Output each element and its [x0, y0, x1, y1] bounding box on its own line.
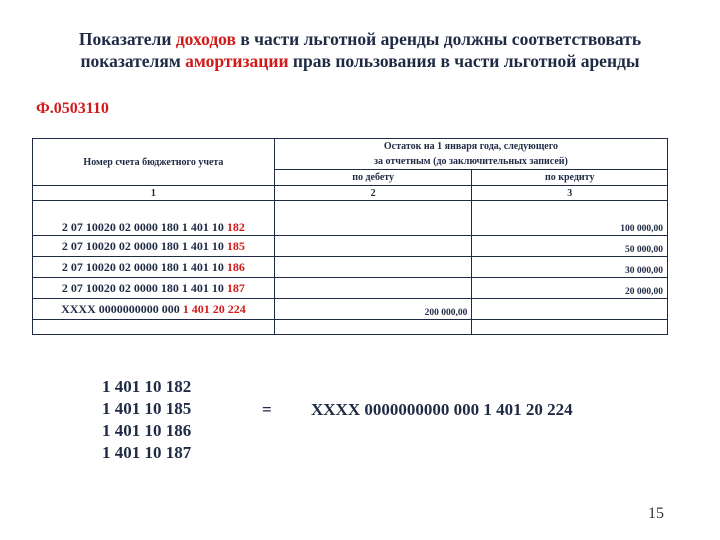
result-account: XXXX 0000000000 000 1 401 20 224 [311, 400, 573, 419]
account-number: XXXX 0000000000 000 1 401 20 224 [33, 299, 275, 320]
column-number: 2 [274, 186, 472, 201]
account-number: 2 07 10020 02 0000 180 1 401 10 185 [33, 236, 275, 257]
equals-sign: = [262, 400, 272, 419]
account-list-item: 1 401 10 185 [102, 399, 192, 418]
header-row [33, 139, 668, 170]
title-line-2: показателям амортизации прав пользования в части льготной аренды [80, 51, 640, 71]
debit-amount [274, 236, 472, 257]
column-number: 1 [33, 186, 275, 201]
header-credit: по кредиту [472, 170, 668, 186]
account-list-item: 1 401 10 187 [102, 443, 192, 462]
account-number: 2 07 10020 02 0000 180 1 401 10 187 [33, 278, 275, 299]
credit-amount: 50 000,00 [472, 236, 668, 257]
account-list [102, 376, 191, 464]
credit-amount [472, 299, 668, 320]
debit-amount: 200 000,00 [274, 299, 472, 320]
table-row [33, 257, 668, 278]
credit-amount: 20 000,00 [472, 278, 668, 299]
column-number-row [33, 186, 668, 201]
account-number: 2 07 10020 02 0000 180 1 401 10 182 [33, 201, 275, 236]
account-list-item: 1 401 10 182 [102, 377, 192, 396]
table-row [33, 278, 668, 299]
balance-table [32, 138, 668, 335]
empty-row [33, 320, 668, 335]
debit-amount [274, 201, 472, 236]
account-number: 2 07 10020 02 0000 180 1 401 10 186 [33, 257, 275, 278]
page-number: 15 [648, 505, 664, 522]
header-debit: по дебету [274, 170, 472, 186]
header-account-number: Номер счета бюджетного учета [33, 139, 275, 186]
title-highlight-income: доходов [175, 29, 236, 49]
title-line-1: Показатели доходов в части льготной аренды должны соответствовать [78, 29, 642, 49]
slide-title [0, 28, 720, 72]
table-row [33, 236, 668, 257]
column-number: 3 [472, 186, 668, 201]
debit-amount [274, 257, 472, 278]
table-row [33, 299, 668, 320]
account-list-item: 1 401 10 186 [102, 421, 192, 440]
header-balance: Остаток на 1 января года, следующего за отчетным (до заключительных записей) [274, 139, 667, 170]
table-row [33, 201, 668, 236]
title-highlight-amortization: амортизации [185, 51, 289, 71]
form-code: Ф.0503110 [36, 100, 109, 117]
credit-amount: 100 000,00 [472, 201, 668, 236]
debit-amount [274, 278, 472, 299]
credit-amount: 30 000,00 [472, 257, 668, 278]
